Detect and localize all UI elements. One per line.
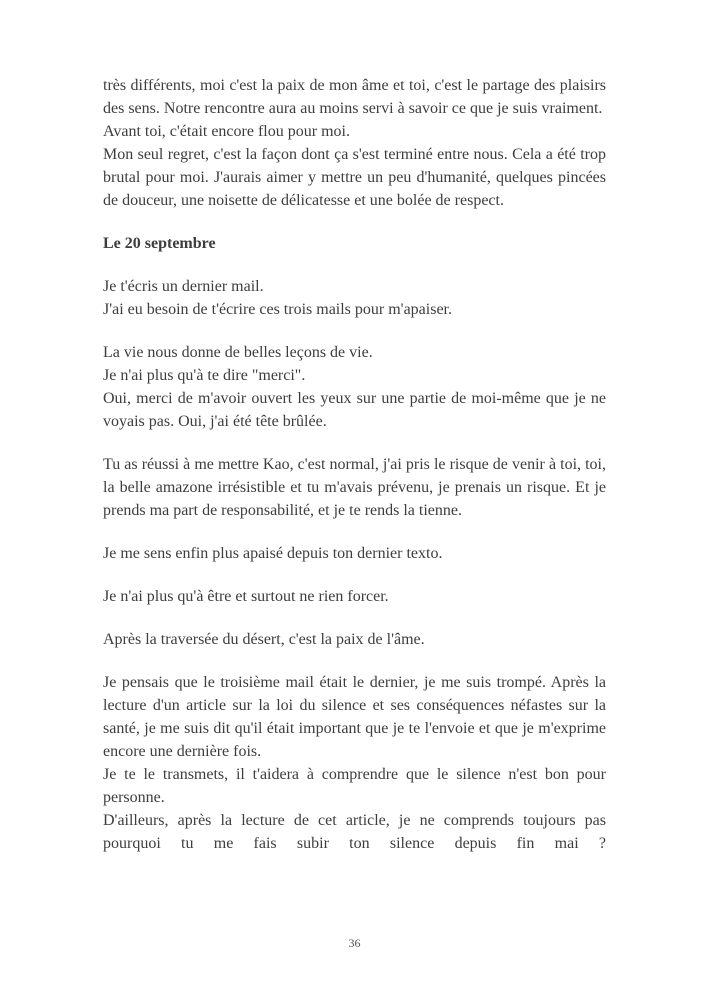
- paragraph: Je pensais que le troisième mail était le dernier, je me suis trompé. Après la lecture d'un article sur la loi du silence et ses conséquences néfastes sur la santé, je me suis dit qu'il était important que je te l'envoie et que je m'exprime encore une dernière fois.: [103, 674, 606, 760]
- paragraph: Oui, merci de m'avoir ouvert les yeux sur une partie de moi-même que je ne voyais pas. Oui, j'ai été tête brûlée.: [103, 390, 606, 430]
- paragraph: Après la traversée du désert, c'est la paix de l'âme.: [103, 631, 425, 648]
- paragraph: Je te le transmets, il t'aidera à comprendre que le silence n'est bon pour personne.: [103, 766, 606, 806]
- paragraph: Je t'écris un dernier mail.: [103, 278, 264, 295]
- paragraph: Je n'ai plus qu'à te dire "merci".: [103, 367, 306, 384]
- page-number: 36: [348, 936, 361, 950]
- paragraph: Avant toi, c'était encore flou pour moi.: [103, 123, 350, 140]
- paragraph: très différents, moi c'est la paix de mon âme et toi, c'est le partage des plaisirs des sens. Notre rencontre aura au moins servi à savoir ce que je suis vraiment.: [103, 77, 606, 117]
- text-column: [103, 74, 606, 855]
- paragraph: Je me sens enfin plus apaisé depuis ton dernier texto.: [103, 545, 443, 562]
- paragraph: J'ai eu besoin de t'écrire ces trois mails pour m'apaiser.: [103, 301, 452, 318]
- paragraph: La vie nous donne de belles leçons de vie.: [103, 344, 373, 361]
- paragraph: Je n'ai plus qu'à être et surtout ne rien forcer.: [103, 588, 389, 605]
- paragraph: D'ailleurs, après la lecture de cet article, je ne comprends toujours pas pourquoi tu me fais subir ton silence depuis fin mai ?: [103, 812, 606, 852]
- section-heading: Le 20 septembre: [103, 235, 216, 252]
- paragraph: Tu as réussi à me mettre Kao, c'est normal, j'ai pris le risque de venir à toi, toi, la belle amazone irrésistible et tu m'avais prévenu, je prenais un risque. Et je prends ma part de responsabilité, et je te rends la tienne.: [103, 456, 606, 519]
- paragraph: Mon seul regret, c'est la façon dont ça s'est terminé entre nous. Cela a été trop brutal pour moi. J'aurais aimer y mettre un peu d'humanité, quelques pincées de douceur, une noisette de délicatesse et une bolée de respect.: [103, 146, 606, 209]
